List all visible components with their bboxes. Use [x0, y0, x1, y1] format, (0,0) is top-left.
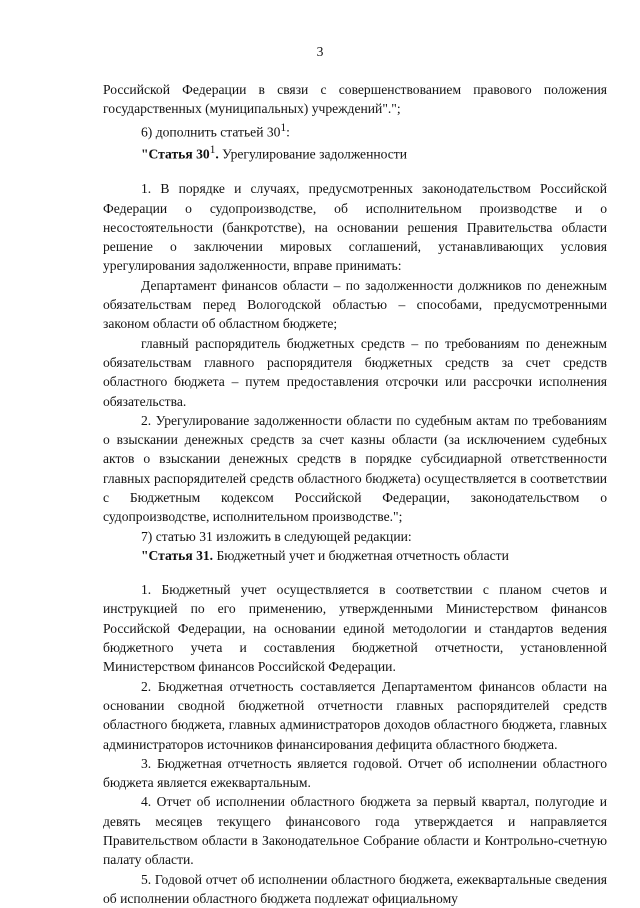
paragraph [103, 179, 607, 275]
paragraph [103, 80, 607, 119]
page-number: 3 [316, 44, 324, 59]
superscript: 1 [280, 121, 287, 134]
article-heading-title: Урегулирование задолженности [218, 146, 408, 162]
paragraph [103, 677, 607, 754]
article-heading-dot: . [215, 146, 219, 162]
paragraph-text: Российской Федерации в связи с совершенствованием правового положения государственных (муниципальных) учреждений"."; [103, 82, 607, 117]
paragraph [103, 754, 607, 793]
paragraph [103, 580, 607, 676]
paragraph-text: 5. Годовой отчет об исполнении областного бюджета, ежеквартальные сведения об исполнении областного бюджета подлежат официальному [103, 871, 607, 906]
paragraph [103, 792, 607, 869]
article-heading [103, 546, 607, 565]
paragraph-text: 1. В порядке и случаях, предусмотренных законодательством Российской Федерации о судопроизводстве, об исполнительном производстве и о несостоятельности (банкротстве), на основании решения Правительства области решение о заключении мировых соглашений, устанавливающих условия урегулирования задолженности, вправе принимать: [103, 181, 607, 274]
paragraph-text: 4. Отчет об исполнении областного бюджета за первый квартал, полугодие и девять месяцев текущего финансового года утверждается и направляется Правительством области в Законодательное Собрание области и Контрольно-счетную палату области. [103, 794, 607, 868]
paragraph-text: 1. Бюджетный учет осуществляется в соответствии с планом счетов и инструкцией по его применению, утвержденными Министерством финансов Российской Федерации, на основании единой методологии и стандартов ведения бюджетного учета и составления бюджетной отчетности, установленной Министерством финансов Российской Федерации. [103, 582, 607, 675]
article-heading-label: "Статья 30 [141, 146, 210, 162]
paragraph-spacer [103, 565, 607, 580]
paragraph [103, 527, 607, 546]
paragraph-text: 7) статью 31 изложить в следующей редакции: [141, 528, 412, 544]
paragraph-text: главный распорядитель бюджетных средств – по требованиям по денежным обязательствам главного распорядителя бюджетных средств за счет средств областного бюджета – путем предоставления отсрочки или рассрочки исполнения обязательства. [103, 335, 607, 409]
paragraph [103, 276, 607, 334]
paragraph-text: Департамент финансов области – по задолженности должников по денежным обязательствам перед Вологодской областью – способами, предусмотренными законом области об областном бюджете; [103, 277, 607, 332]
article-heading [103, 141, 607, 164]
paragraph-text: 2. Урегулирование задолженности области по судебным актам по требованиям о взыскании денежных средств за счет казны области (за исключением судебных актов о взыскании денежных средств в порядке субсидиарной ответственности главных распорядителей средств областного бюджета) осуществляется в соответствии с Бюджетным кодексом Российской Федерации, законодательством о судопроизводстве, исполнительном производстве."; [103, 412, 607, 525]
article-heading-title: Бюджетный учет и бюджетная отчетность области [213, 547, 509, 563]
paragraph-text: 6) дополнить статьей 30 [141, 124, 281, 140]
paragraph-text: 3. Бюджетная отчетность является годовой. Отчет об исполнении областного бюджета является ежеквартальным. [103, 755, 607, 791]
paragraph [103, 411, 607, 527]
superscript: 1 [209, 144, 216, 157]
paragraph [103, 870, 607, 908]
paragraph-spacer [103, 164, 607, 179]
document-body [103, 80, 607, 908]
paragraph-text: 2. Бюджетная отчетность составляется Департаментом финансов области на основании сводной бюджетной отчетности главных распорядителей средств областного бюджета, главных администраторов доходов областного бюджета, главных администраторов источников финансирования дефицита областного бюджета. [103, 678, 607, 752]
article-heading-label: "Статья 31. [141, 547, 214, 563]
paragraph-tail: : [286, 124, 290, 140]
paragraph [103, 119, 607, 142]
paragraph [103, 334, 607, 411]
